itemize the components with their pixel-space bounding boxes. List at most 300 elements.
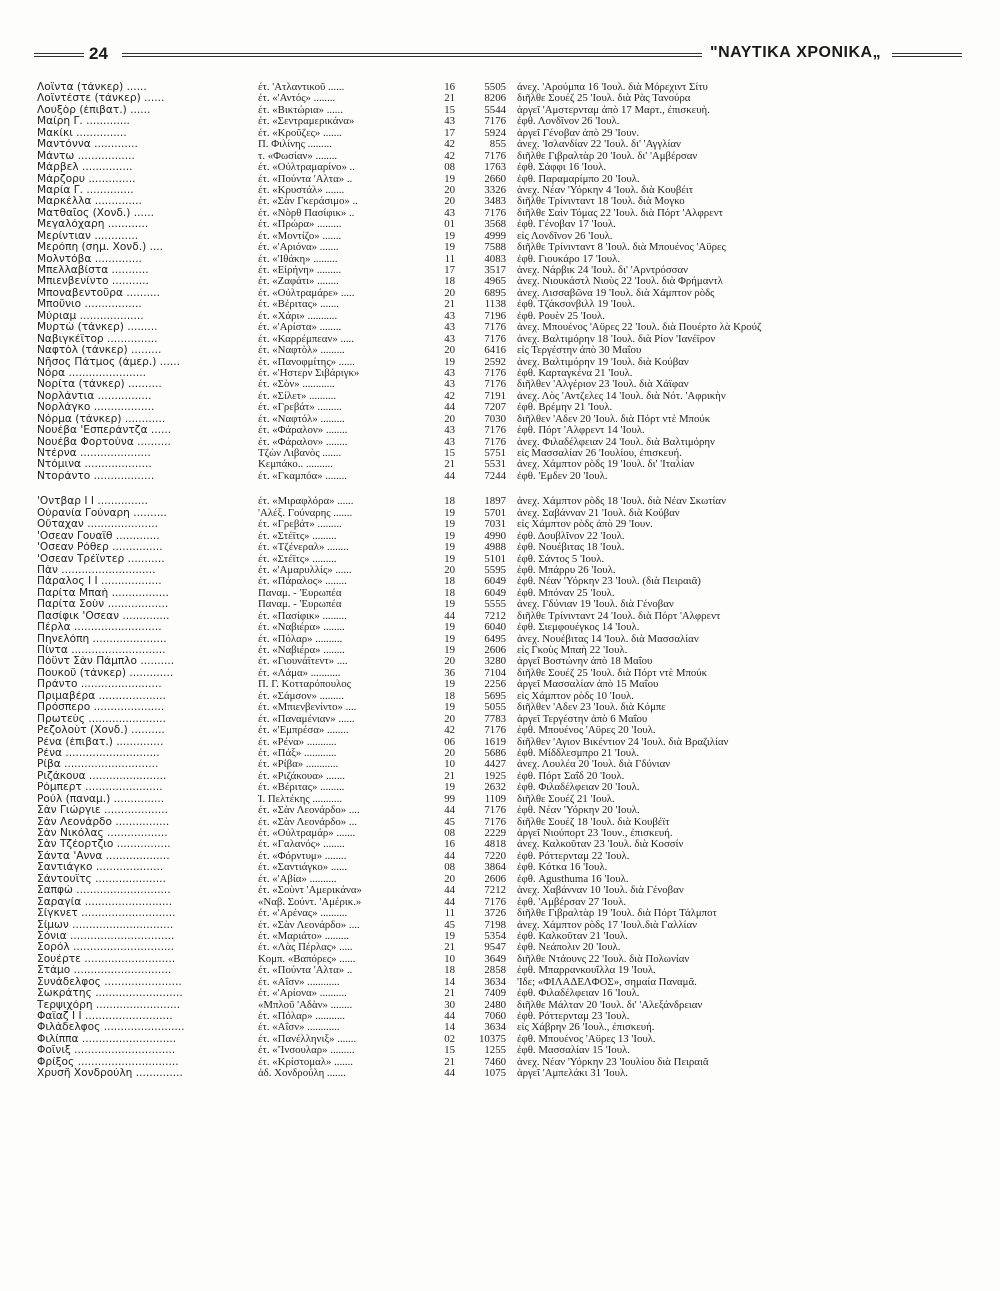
ship-entry bbox=[37, 1045, 977, 1056]
ship-name: Σουέρτε ........................... bbox=[37, 953, 176, 965]
ship-year: 20 bbox=[444, 564, 455, 576]
ship-entry bbox=[37, 599, 977, 610]
ship-tonnage: 3280 bbox=[484, 656, 506, 668]
ship-tonnage: 2592 bbox=[484, 356, 506, 368]
ship-agent: έτ. «Γαλανός» ........ bbox=[258, 839, 345, 851]
ship-year: 11 bbox=[444, 908, 455, 920]
ship-year: 45 bbox=[444, 919, 455, 931]
ship-movement: ἀνεχ. Βαλτιμόρην 19 'Ιουλ. διὰ Κούβαν bbox=[517, 356, 689, 368]
ship-entry bbox=[37, 82, 977, 93]
ship-tonnage: 7176 bbox=[484, 150, 506, 162]
ship-entry bbox=[37, 839, 977, 850]
ship-year: 06 bbox=[444, 736, 455, 748]
ship-agent: έτ. «Νὸρθ Πασίφικ» .. bbox=[258, 207, 355, 219]
ship-agent: Ί. Πελτέκης ........... bbox=[258, 793, 343, 805]
ship-year: 02 bbox=[444, 1033, 455, 1045]
ship-movement: ἀνεχ. Χάμπτον ρὸδς 19 'Ιουλ. δι' 'Ιταλίαν bbox=[517, 459, 695, 471]
ship-year: 43 bbox=[444, 379, 455, 391]
page-number: 24 bbox=[89, 44, 108, 63]
ship-agent: έτ. «Μιραφλόρα» ...... bbox=[258, 496, 354, 508]
ship-entry bbox=[37, 554, 977, 565]
ship-movement: διῆλθεν 'Αδεν 23 'Ιουλ. διὰ Κόμπε bbox=[517, 702, 666, 714]
ship-agent: έτ. «Κρίστομαλ» ....... bbox=[258, 1056, 353, 1068]
ship-name: Πηνελόπη ...................... bbox=[37, 633, 167, 645]
ship-entry bbox=[37, 588, 977, 599]
ship-name: Φρίξος .............................. bbox=[37, 1056, 179, 1068]
ship-agent: έτ. «Ριζάκουα» ....... bbox=[258, 770, 345, 782]
ship-tonnage: 6495 bbox=[484, 633, 506, 645]
ship-agent: έτ. «Ναφτόλ» ......... bbox=[258, 413, 345, 425]
ship-entry bbox=[37, 508, 977, 519]
ship-entry bbox=[37, 231, 977, 242]
ship-movement: ἐφθ. Σάντος 5 'Ιουλ. bbox=[517, 553, 605, 565]
ship-movement: ἐφθ. Μασσαλίαν 15 'Ιουλ. bbox=[517, 1045, 630, 1057]
ship-tonnage: 5751 bbox=[484, 448, 506, 459]
ship-movement: ἐφθ. Μπόναν 25 'Ιουλ. bbox=[517, 587, 615, 599]
ship-entry bbox=[37, 1034, 977, 1045]
ship-tonnage: 4990 bbox=[484, 530, 506, 542]
ship-agent: τ. «Φωσίαν» ........ bbox=[258, 150, 338, 162]
ship-year: 44 bbox=[444, 402, 455, 414]
ship-movement: ἀνεχ. Νάρβικ 24 'Ιουλ. δι' 'Αρντρόσσαν bbox=[517, 265, 689, 276]
ship-entry bbox=[37, 965, 977, 976]
ship-agent: Παναμ. - 'Ευρωπέα bbox=[258, 599, 342, 611]
ship-year: 36 bbox=[444, 667, 455, 679]
ship-tonnage: 7207 bbox=[484, 402, 506, 414]
ship-year: 18 bbox=[444, 587, 455, 599]
ship-entry bbox=[37, 645, 977, 656]
ship-movement: ἐφθ. Μπαρρανκουΐλλα 19 'Ιουλ. bbox=[517, 965, 656, 977]
ship-tonnage: 4083 bbox=[484, 253, 506, 265]
ship-agent: έτ. «Χάρι» ........... bbox=[258, 310, 338, 322]
ship-agent: έτ. «Οὐλτραμάρε» ..... bbox=[258, 287, 355, 299]
ship-tonnage: 1619 bbox=[484, 736, 506, 748]
ship-tonnage: 2229 bbox=[484, 828, 506, 839]
ship-tonnage: 3634 bbox=[484, 1022, 506, 1034]
ship-year: 19 bbox=[444, 633, 455, 645]
ship-year: 44 bbox=[444, 470, 455, 482]
ship-movement: ἀργεῖ Τεργέστην ἀπὸ 6 Μαΐου bbox=[517, 713, 648, 725]
ship-year: 19 bbox=[444, 242, 455, 254]
ship-movement: ἐφθ. Μπάρρυ 26 'Ιουλ. bbox=[517, 564, 616, 576]
ship-entry bbox=[37, 448, 977, 459]
ship-name: Νόρμα (τάνκερ) ............ bbox=[37, 413, 166, 425]
ship-agent: Π. Φιλίνης ......... bbox=[258, 139, 332, 151]
ship-year: 20 bbox=[444, 184, 455, 196]
ship-movement: ἀργεῖ Βοστώνην ἀπὸ 18 Μαΐου bbox=[517, 656, 653, 668]
ship-name: Φαϊαζ I I .......................... bbox=[37, 1011, 173, 1022]
ship-year: 19 bbox=[444, 507, 455, 519]
ship-tonnage: 5101 bbox=[484, 553, 506, 565]
ship-entry bbox=[37, 714, 977, 725]
ship-entry bbox=[37, 345, 977, 356]
ship-entry bbox=[37, 759, 977, 770]
ship-name: Σὰν Λεονάρδο ................ bbox=[37, 816, 170, 828]
ship-year: 44 bbox=[444, 1068, 455, 1080]
ship-year: 20 bbox=[444, 873, 455, 885]
header-rule-right bbox=[892, 53, 962, 57]
ship-name: Λοΐντέστε (τάνκερ) ...... bbox=[37, 93, 165, 105]
page-header bbox=[34, 44, 962, 68]
ship-tonnage: 10375 bbox=[479, 1033, 506, 1045]
header-rule-middle bbox=[122, 53, 702, 57]
ship-year: 19 bbox=[444, 930, 455, 942]
ship-agent: έτ. «Σάμσον» ......... bbox=[258, 690, 344, 702]
ship-movement: διῆλθεν 'Αγιον Βικέντιον 24 'Ιουλ. διὰ Βραζιλίαν bbox=[517, 736, 729, 748]
ship-movement: ἀνεχ. Χάμπτον ρὸδς 18 'Ιουλ. διὰ Νέαν Σκωτίαν bbox=[517, 496, 726, 508]
ship-year: 18 bbox=[444, 690, 455, 702]
ship-movement: ἐφθ. Σιεμφουέγκος 14 'Ιουλ. bbox=[517, 622, 640, 634]
ship-name: Μαρία Γ. .............. bbox=[37, 184, 134, 196]
ship-tonnage: 855 bbox=[489, 139, 506, 151]
ship-name: Μποῦνιο ................. bbox=[37, 299, 142, 311]
ship-agent: «Ναβ. Σούντ. 'Αμέρικ.» bbox=[258, 896, 362, 908]
ship-tonnage: 7176 bbox=[484, 805, 506, 817]
ship-tonnage: 4965 bbox=[484, 276, 506, 288]
ship-entry bbox=[37, 942, 977, 953]
ship-movement: ἐφθ. Κότκα 16 'Ιουλ. bbox=[517, 862, 608, 874]
ship-movement: διῆλθε Τρίνινταντ 8 'Ιουλ. διὰ Μπουένος 'Αϋρες bbox=[517, 242, 726, 254]
ship-agent: έτ. «Ρίβα» ............ bbox=[258, 759, 339, 771]
ship-agent: έτ. «Πασίφικ» ......... bbox=[258, 610, 347, 622]
ship-name: Ρένα ............................ bbox=[37, 747, 160, 759]
ship-name: Μεγαλόχαρη ............ bbox=[37, 219, 149, 231]
ship-name: Σαραγία .......................... bbox=[37, 896, 173, 908]
ship-movement: διῆλθε Μάλταν 20 'Ιουλ. δι' 'Αλεξάνδρειαν bbox=[517, 999, 703, 1011]
ship-year: 20 bbox=[444, 656, 455, 668]
ship-name: Ριζάκουα ....................... bbox=[37, 770, 167, 782]
ship-year: 10 bbox=[444, 759, 455, 771]
ship-agent: έτ. «'Αρίονα» .......... bbox=[258, 988, 347, 1000]
ship-entry bbox=[37, 691, 977, 702]
ship-tonnage: 7244 bbox=[484, 470, 506, 482]
ship-tonnage: 2858 bbox=[484, 965, 506, 977]
ship-agent: έτ. «'Αβία» .......... bbox=[258, 873, 337, 885]
publication-title: "ΝΑΥΤΙΚΑ ΧΡΟΝΙΚΑ„ bbox=[710, 44, 882, 61]
ship-movement: διῆλθε Γιβραλτὰρ 19 'Ιουλ. διὰ Πόρτ Τάλμποτ bbox=[517, 908, 717, 920]
ship-agent: έτ. «'Αρένας» .......... bbox=[258, 908, 348, 920]
ship-year: 44 bbox=[444, 850, 455, 862]
ship-entry bbox=[37, 679, 977, 690]
ship-tonnage: 7212 bbox=[484, 885, 506, 897]
ship-name: Σὰν Τζέορτζιο ................ bbox=[37, 839, 171, 851]
ship-entry bbox=[37, 771, 977, 782]
ship-movement: ἐφθ. 'Εμδεν 20 'Ιουλ. bbox=[517, 470, 608, 482]
ship-agent: έτ. «Αΐσν» ............ bbox=[258, 1022, 340, 1034]
ship-entry bbox=[37, 311, 977, 322]
ship-name: Πίντα ............................ bbox=[37, 645, 166, 656]
ship-agent: έτ. «Βέριτας» ....... bbox=[258, 299, 339, 311]
ship-entry bbox=[37, 105, 977, 116]
ship-year: 43 bbox=[444, 322, 455, 334]
ship-entry bbox=[37, 576, 977, 587]
ship-entry bbox=[37, 357, 977, 368]
ship-agent: έτ. 'Ατλαντικοῦ ...... bbox=[258, 82, 345, 93]
ship-tonnage: 5055 bbox=[484, 702, 506, 714]
ship-name: Νουέβα Φορτούνα .......... bbox=[37, 436, 171, 448]
ship-entry bbox=[37, 128, 977, 139]
ship-name: Πασίφικ 'Οσεαν .............. bbox=[37, 610, 170, 622]
ship-agent: έτ. «Πούντα 'Αλτα» .. bbox=[258, 173, 353, 185]
ship-movement: διῆλθε Σουέζ 21 'Ιουλ. bbox=[517, 793, 615, 805]
ship-tonnage: 7212 bbox=[484, 610, 506, 622]
ship-movement: διῆλθε Σουέζ 18 'Ιουλ. διὰ Κουβέϊτ bbox=[517, 816, 670, 828]
ship-name: Σορόλ .............................. bbox=[37, 942, 175, 954]
ship-entry bbox=[37, 196, 977, 207]
ship-year: 16 bbox=[444, 82, 455, 93]
ship-year: 19 bbox=[444, 679, 455, 691]
ship-tonnage: 4999 bbox=[484, 230, 506, 242]
ship-movement: ἐφθ. Τζάκσονβιλλ 19 'Ιουλ. bbox=[517, 299, 636, 311]
ship-tonnage: 6049 bbox=[484, 587, 506, 599]
ship-name: 'Οσεαν Ρόθερ ............... bbox=[37, 542, 163, 554]
ship-tonnage: 4988 bbox=[484, 542, 506, 554]
ship-agent: ἀδ. Χονδρούλη ....... bbox=[258, 1068, 346, 1080]
ship-agent: έτ. «'Αντός» ........ bbox=[258, 93, 336, 105]
ship-year: 45 bbox=[444, 816, 455, 828]
ship-name: Μακίκι ............... bbox=[37, 127, 127, 139]
ship-name: Φοῖνιξ .............................. bbox=[37, 1045, 176, 1057]
ship-name: Μάντω ................. bbox=[37, 150, 135, 162]
ship-tonnage: 3634 bbox=[484, 976, 506, 988]
ship-year: 21 bbox=[444, 1056, 455, 1068]
ship-agent: έτ. «Στέϊτς» ......... bbox=[258, 530, 337, 542]
ship-movement: ἀργεῖ 'Αμπελάκι 31 'Ιουλ. bbox=[517, 1068, 628, 1080]
ship-name: Πὰν ............................ bbox=[37, 564, 156, 576]
ship-movement: διῆλθε Τρίνινταντ 18 'Ιουλ. διὰ Μογκο bbox=[517, 196, 685, 208]
ship-year: 15 bbox=[444, 448, 455, 459]
ship-entry bbox=[37, 908, 977, 919]
ship-agent: έτ. «Σὰν Λεονάρδο» ... bbox=[258, 816, 357, 828]
ship-tonnage: 3864 bbox=[484, 862, 506, 874]
ship-year: 43 bbox=[444, 425, 455, 437]
ship-name: Πάραλος I I .................. bbox=[37, 576, 162, 588]
ship-year: 19 bbox=[444, 230, 455, 242]
ship-tonnage: 7588 bbox=[484, 242, 506, 254]
header-rule-left bbox=[34, 53, 84, 57]
ship-movement: ἀργεῖ Μασσαλίαν ἀπὸ 15 Μαΐου bbox=[517, 679, 659, 691]
ship-movement: ἐφθ. Νεάπολιν 20 'Ιουλ. bbox=[517, 942, 621, 954]
ship-name: Πράντο ........................ bbox=[37, 679, 162, 691]
ship-year: 44 bbox=[444, 1011, 455, 1022]
ship-name: Φιλίππα ............................ bbox=[37, 1033, 177, 1045]
ship-entry bbox=[37, 174, 977, 185]
ship-name: Συνάδελφος ....................... bbox=[37, 976, 182, 988]
ship-agent: έτ. «Σὰν Λεονάρδο» .... bbox=[258, 805, 360, 817]
ship-movement: διῆλθε Τρίνινταντ 24 'Ιουλ. διὰ Πόρτ 'Αλφρεντ bbox=[517, 610, 721, 622]
ship-year: 44 bbox=[444, 805, 455, 817]
ship-name: Λοΐντα (τάνκερ) ...... bbox=[37, 82, 147, 93]
ship-movement: ἐφθ. Σάφφι 16 'Ιουλ. bbox=[517, 162, 607, 174]
ship-tonnage: 7176 bbox=[484, 207, 506, 219]
ship-tonnage: 7176 bbox=[484, 367, 506, 379]
ship-agent: έτ. «'Αρίστα» ........ bbox=[258, 322, 342, 334]
ship-name: Ρόμπερτ ....................... bbox=[37, 782, 163, 794]
ship-movement: ἐφθ. Πόρτ Σαΐδ 20 'Ιουλ. bbox=[517, 770, 625, 782]
ship-name: Σόνια ............................... bbox=[37, 930, 175, 942]
ship-tonnage: 5555 bbox=[484, 599, 506, 611]
ship-name: Πρωτεὺς ....................... bbox=[37, 713, 166, 725]
ship-year: 21 bbox=[444, 942, 455, 954]
ship-tonnage: 7104 bbox=[484, 667, 506, 679]
ship-agent: Τζὼν Λιβανὸς ....... bbox=[258, 448, 342, 459]
ship-movement: ἀνεχ. Λὸς 'Αντζελες 14 'Ιουλ. διὰ Νότ. 'Αφρικὴν bbox=[517, 390, 726, 402]
ship-entry bbox=[37, 368, 977, 379]
ship-year: 19 bbox=[444, 782, 455, 794]
ship-movement: ἐφθ. 'Αμβέρσαν 27 'Ιουλ. bbox=[517, 896, 627, 908]
ship-name: 'Οσεαν Γουαϊθ ............. bbox=[37, 530, 160, 542]
ship-entry bbox=[37, 931, 977, 942]
ship-year: 15 bbox=[444, 1045, 455, 1057]
ship-entry bbox=[37, 920, 977, 931]
ship-entry bbox=[37, 782, 977, 793]
ship-tonnage: 7409 bbox=[484, 988, 506, 1000]
ship-movement: ἀνεχ. Λισσαβῶνα 19 'Ιουλ. διὰ Χάμπτον ρὸδς bbox=[517, 287, 715, 299]
ship-agent: έτ. «Γκαμπόα» ........ bbox=[258, 470, 347, 482]
ship-movement: ἀργεῖ Νιούπορτ 23 'Ιουν., ἐπισκευή. bbox=[517, 828, 673, 839]
ship-agent: έτ. «Οὐλτραμαρίνο» .. bbox=[258, 162, 355, 174]
ship-agent: έτ. «Λάμα» ........... bbox=[258, 667, 341, 679]
ship-agent: έτ. «Κροῦζες» ....... bbox=[258, 127, 342, 139]
ship-movement: ἐφθ. Γένοβαν 17 'Ιουλ. bbox=[517, 219, 616, 231]
ship-entry bbox=[37, 322, 977, 333]
ship-agent: έτ. «Ρένα» ........... bbox=[258, 736, 337, 748]
ship-agent: έτ. «'Εμπρέσα» ........ bbox=[258, 725, 349, 737]
ship-entry bbox=[37, 542, 977, 553]
ship-entry bbox=[37, 151, 977, 162]
ship-movement: ἀνεχ. Φιλαδέλφειαν 24 'Ιουλ. διὰ Βαλτιμόρην bbox=[517, 436, 715, 448]
ship-year: 44 bbox=[444, 885, 455, 897]
ship-name: 'Οσεαν Τρέϊντερ ........... bbox=[37, 553, 165, 565]
ship-tonnage: 6040 bbox=[484, 622, 506, 634]
ship-tonnage: 7176 bbox=[484, 425, 506, 437]
ship-entry bbox=[37, 725, 977, 736]
ship-year: 21 bbox=[444, 770, 455, 782]
ship-tonnage: 7030 bbox=[484, 413, 506, 425]
ship-name: Πέρλα .......................... bbox=[37, 622, 162, 634]
ship-agent: έτ. «Λὰς Πέρλας» ..... bbox=[258, 942, 353, 954]
ship-name: Μπιενβενίντο ........... bbox=[37, 276, 149, 288]
ship-entry bbox=[37, 437, 977, 448]
ship-tonnage: 1763 bbox=[484, 162, 506, 174]
ship-name: Παρίτα Σοὺν .................. bbox=[37, 599, 169, 611]
ship-entry bbox=[37, 116, 977, 127]
ship-year: 08 bbox=[444, 862, 455, 874]
ship-entry bbox=[37, 668, 977, 679]
ship-movements-list bbox=[37, 82, 977, 1080]
ship-agent: έτ. «Σὰν Γκεράσιμο» .. bbox=[258, 196, 358, 208]
ship-tonnage: 2606 bbox=[484, 873, 506, 885]
ship-entry bbox=[37, 379, 977, 390]
ship-movement: ἐφθ. Φιλαδέλφειαν 20 'Ιουλ. bbox=[517, 782, 640, 794]
ship-entry bbox=[37, 977, 977, 988]
ship-agent: έτ. «Τζένεραλ» ........ bbox=[258, 542, 349, 554]
ship-name: Σάντα 'Αννα ................... bbox=[37, 850, 170, 862]
ship-movement: εἰς Μασσαλίαν 26 'Ιουλίου, ἐπισκευή. bbox=[517, 448, 682, 459]
ship-movement: άνεχ. 'Αρούμπα 16 'Ιουλ. διὰ Μόρεχιντ Σίτυ bbox=[517, 82, 708, 93]
ship-name: Οὔταχαν ..................... bbox=[37, 519, 158, 531]
ship-name: Πουκοῦ (τάνκερ) ............. bbox=[37, 667, 174, 679]
ship-agent: έτ. «'Ιθάκη» ......... bbox=[258, 253, 338, 265]
ship-movement: ἐφθ. Δουβλῖνον 22 'Ιουλ. bbox=[517, 530, 625, 542]
ship-entry bbox=[37, 459, 977, 470]
ship-movement: ἐφθ. Καλκοῦταν 21 'Ιουλ. bbox=[517, 930, 628, 942]
ship-year: 08 bbox=[444, 162, 455, 174]
ship-name: Μερίντιαν ............. bbox=[37, 230, 139, 242]
ship-name: Ματθαῖος (Χονδ.) ...... bbox=[37, 207, 154, 219]
ship-entry bbox=[37, 748, 977, 759]
ship-name: Σίμων .............................. bbox=[37, 919, 174, 931]
ship-movement: ἀνεχ. Σαβάνναν 21 'Ιουλ. διὰ Κούβαν bbox=[517, 507, 680, 519]
ship-tonnage: 7176 bbox=[484, 896, 506, 908]
ship-entry bbox=[37, 1057, 977, 1068]
ship-year: 18 bbox=[444, 276, 455, 288]
ship-movement: διῆλθεν 'Αδεν 20 'Ιουλ. διὰ Πόρτ ντὲ Μπούκ bbox=[517, 413, 711, 425]
ship-movement: ἀργεῖ Γένοβαν ἀπὸ 29 'Ιουν. bbox=[517, 127, 640, 139]
ship-tonnage: 2606 bbox=[484, 645, 506, 656]
ship-tonnage: 2632 bbox=[484, 782, 506, 794]
ship-entry bbox=[37, 611, 977, 622]
ship-year: 01 bbox=[444, 219, 455, 231]
ship-entry bbox=[37, 794, 977, 805]
ship-name: Ρίβα ............................ bbox=[37, 759, 159, 771]
ship-movement: διῆλθε Ντάουνς 22 'Ιουλ. διὰ Πολωνίαν bbox=[517, 953, 690, 965]
ship-name: Σαντιάγκο .................... bbox=[37, 862, 164, 874]
ship-name: Μάρβελ ............... bbox=[37, 162, 133, 174]
ship-tonnage: 4818 bbox=[484, 839, 506, 851]
ship-year: 19 bbox=[444, 702, 455, 714]
ship-tonnage: 7460 bbox=[484, 1056, 506, 1068]
ship-tonnage: 5701 bbox=[484, 507, 506, 519]
ship-name: Νορίτα (τάνκερ) .......... bbox=[37, 379, 162, 391]
ship-entry bbox=[37, 531, 977, 542]
ship-entry bbox=[37, 299, 977, 310]
ship-year: 19 bbox=[444, 645, 455, 656]
ship-tonnage: 5531 bbox=[484, 459, 506, 471]
ship-movement: ἐφθ. Καρταγκένα 21 'Ιουλ. bbox=[517, 367, 633, 379]
ship-entry bbox=[37, 885, 977, 896]
ship-year: 19 bbox=[444, 356, 455, 368]
ship-year: 18 bbox=[444, 576, 455, 588]
ship-entry bbox=[37, 162, 977, 173]
ship-name: Μποναβεντοῦρα .......... bbox=[37, 287, 161, 299]
ship-movement: ἀνεχ. Νιουκάστλ Νιοὺς 22 'Ιουλ. διὰ Φρήμαντλ bbox=[517, 276, 723, 288]
ship-movement: ἀνεχ. 'Ισλανδίαν 22 'Ιουλ. δι' 'Αγγλίαν bbox=[517, 139, 681, 151]
ship-name: Πρόσπερο ..................... bbox=[37, 702, 165, 714]
ship-tonnage: 7176 bbox=[484, 333, 506, 345]
ship-tonnage: 1075 bbox=[484, 1068, 506, 1080]
ship-tonnage: 7176 bbox=[484, 379, 506, 391]
ship-movement: εἰς Χάβρην 26 'Ιουλ., ἐπισκευή. bbox=[517, 1022, 655, 1034]
ship-agent: έτ. «Πανέλληνιξ» ....... bbox=[258, 1033, 357, 1045]
ship-entry bbox=[37, 828, 977, 839]
ship-name: Στάμο ............................. bbox=[37, 965, 172, 977]
ship-tonnage: 7198 bbox=[484, 919, 506, 931]
ship-tonnage: 7191 bbox=[484, 390, 506, 402]
ship-agent: έτ. «Σίλετ» .......... bbox=[258, 390, 337, 402]
ship-movement: ἐφθ. Νουέβιτας 18 'Ιουλ. bbox=[517, 542, 625, 554]
ship-year: 43 bbox=[444, 367, 455, 379]
ship-name: Σὰν Νικόλας .................. bbox=[37, 828, 168, 839]
ship-entry bbox=[37, 988, 977, 999]
ship-agent: έτ. «Σαντιάγκο» ...... bbox=[258, 862, 348, 874]
ship-agent: έτ. «Φάραλον» ........ bbox=[258, 436, 348, 448]
ship-name: Φιλάδελφος ........................ bbox=[37, 1022, 185, 1034]
ship-year: 21 bbox=[444, 299, 455, 311]
ship-agent: έτ. «Μπιενβενίντο» .... bbox=[258, 702, 357, 714]
ship-year: 20 bbox=[444, 345, 455, 357]
ship-entry bbox=[37, 1000, 977, 1011]
